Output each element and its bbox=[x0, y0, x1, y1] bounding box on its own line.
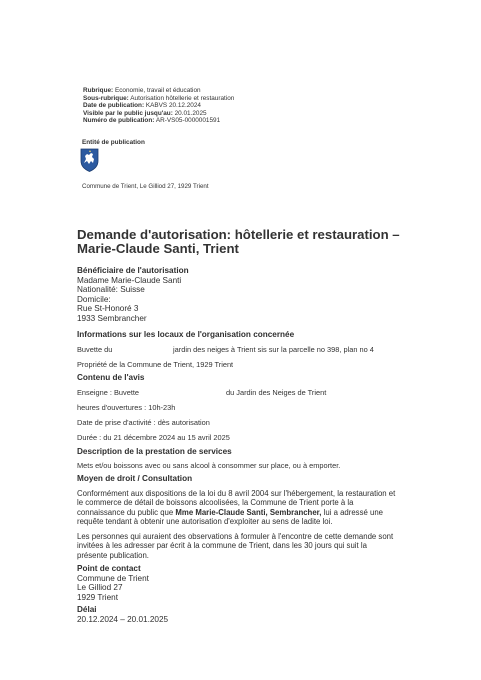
title-line-2: Marie-Claude Santi, Trient bbox=[77, 241, 239, 256]
meta-rubrique bbox=[83, 87, 234, 95]
page-title bbox=[77, 228, 400, 256]
meta-visible bbox=[83, 110, 234, 118]
meta-visible-value: 20.01.2025 bbox=[174, 109, 207, 117]
enseigne-label: Enseigne : Buvette bbox=[77, 388, 140, 397]
buvette-label: Buvette du bbox=[77, 345, 113, 354]
prestation-heading: Description de la prestation de services bbox=[77, 447, 232, 456]
meta-sous-rubrique-value: Autorisation hôtellerie et restauration bbox=[130, 94, 235, 102]
meta-rubrique-value: Economie, travail et éducation bbox=[114, 87, 201, 94]
moyen-p1-applicant: Mme Marie-Claude Santi, Sembrancher, bbox=[175, 507, 322, 517]
beneficiaire-line: Domicile: bbox=[77, 294, 111, 304]
beneficiaire-line: Madame Marie-Claude Santi bbox=[77, 275, 182, 285]
meta-sous-rubrique-label: Sous-rubrique: bbox=[83, 94, 129, 102]
commune-crest-icon bbox=[80, 148, 99, 172]
enseigne-name: du Jardin des Neiges de Trient bbox=[226, 388, 327, 397]
delai-heading: Délai bbox=[77, 605, 97, 614]
title-line-1: Demande d'autorisation: hôtellerie et restauration – bbox=[77, 227, 400, 242]
beneficiaire-line: Nationalité: Suisse bbox=[77, 285, 145, 295]
meta-sous-rubrique bbox=[83, 95, 234, 103]
meta-numero-label: Numéro de publication: bbox=[83, 117, 155, 125]
buvette-location: jardin des neiges à Trient sis sur la parcelle no 398, plan no 4 bbox=[173, 345, 374, 354]
publication-meta bbox=[83, 87, 234, 125]
moyen-p1-text: Conformément aux dispositions de la loi du 8 avril 2004 sur l'hébergement, la restauration et le commerce de détail de boissons alcoolisées, la Commune de Trient porte à la connaissance du public que bbox=[77, 489, 396, 517]
locaux-heading: Informations sur les locaux de l'organisation concernée bbox=[77, 330, 295, 339]
delai-value: 20.12.2024 – 20.01.2025 bbox=[77, 614, 169, 624]
meta-numero bbox=[83, 117, 234, 125]
beneficiaire-heading: Bénéficiaire de l'autorisation bbox=[77, 266, 189, 275]
moyen-heading: Moyen de droit / Consultation bbox=[77, 474, 193, 483]
beneficiaire-section bbox=[77, 266, 189, 324]
avis-heading: Contenu de l'avis bbox=[77, 373, 145, 382]
entity-address: Commune de Trient, Le Gilliod 27, 1929 Trient bbox=[82, 183, 209, 190]
entity-label: Entité de publication bbox=[82, 139, 145, 146]
contact-section bbox=[77, 564, 149, 602]
beneficiaire-line: Rue St-Honoré 3 bbox=[77, 304, 139, 314]
meta-date-publication bbox=[83, 102, 234, 110]
beneficiaire-line: 1933 Sembrancher bbox=[77, 313, 147, 323]
prise-activite-line: Date de prise d'activité : dès autorisation bbox=[77, 418, 210, 427]
meta-numero-value: AR-VS05-0000001591 bbox=[155, 117, 221, 125]
contact-line: Commune de Trient bbox=[77, 573, 149, 583]
contact-line: Le Gilliod 27 bbox=[77, 583, 123, 593]
contact-heading: Point de contact bbox=[77, 564, 141, 573]
contact-line: 1929 Trient bbox=[77, 592, 118, 602]
moyen-paragraph-1 bbox=[77, 489, 397, 527]
moyen-paragraph-2: Les personnes qui auraient des observations à formuler à l'encontre de cette demande sont invitées à les adresser par écrit à la commune de Trient, dans les 30 jours qui suit la présente publication. bbox=[77, 532, 394, 560]
prestation-text: Mets et/ou boissons avec ou sans alcool à consommer sur place, ou à emporter. bbox=[77, 461, 341, 470]
heures-line: heures d'ouvertures : 10h-23h bbox=[77, 403, 176, 412]
delai-section bbox=[77, 605, 168, 624]
propriete-line: Propriété de la Commune de Trient, 1929 Trient bbox=[77, 360, 234, 369]
meta-date-value: KABVS 20.12.2024 bbox=[145, 102, 201, 110]
duree-line: Durée : du 21 décembre 2024 au 15 avril 2025 bbox=[77, 433, 230, 442]
meta-visible-label: Visible par le public jusqu'au: bbox=[83, 109, 173, 117]
moyen-p1-text-end: lui a adressé une requête tendant à obtenir une autorisation d'exploiter au sens de ladite loi. bbox=[77, 507, 383, 527]
meta-rubrique-label: Rubrique: bbox=[83, 87, 114, 94]
meta-date-label: Date de publication: bbox=[83, 102, 145, 110]
